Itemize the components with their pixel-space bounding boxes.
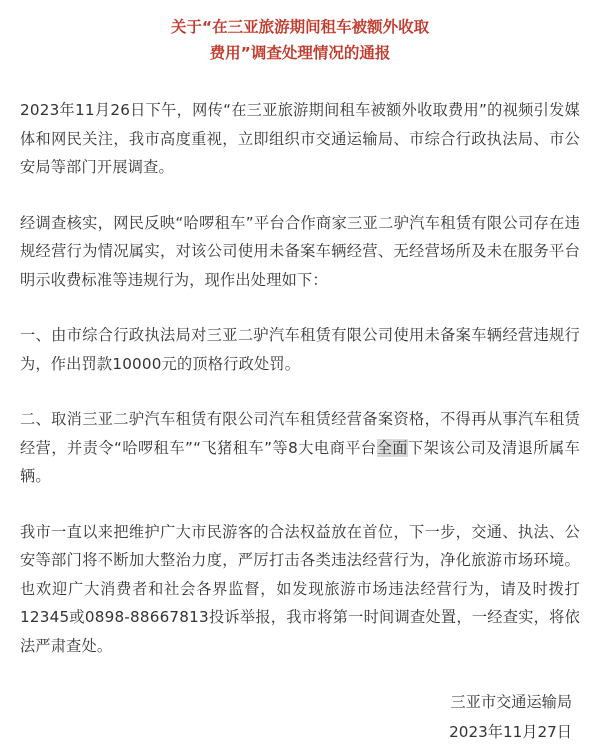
penalty-2-text-before: 二、取消三亚二驴汽车租赁有限公司汽车租赁经营备案资格，不得再从事汽车租赁经营，并责令“哈啰租车”“飞猪租车”等8大电商平台 — [20, 410, 580, 457]
title-line-2: 费用”调查处理情况的通报 — [209, 44, 391, 62]
paragraph-findings: 经调查核实，网民反映“哈啰租车”平台合作商家三亚二驴汽车租赁有限公司存在违规经营行为情况属实，对该公司使用未备案车辆经营、无经营场所及未在服务平台明示收费标准等违规行为，现作出处理如下： — [20, 213, 580, 289]
title-line-1: 关于“在三亚旅游期间租车被额外收取 — [170, 18, 430, 36]
penalty-2-text-after: 下架该公司及清退所属车辆。 — [20, 438, 580, 485]
paragraph-penalty-1: 一、由市综合行政执法局对三亚二驴汽车租赁有限公司使用未备案车辆经营违规行为，作出罚款10000元的顶格行政处罚。 — [20, 326, 580, 373]
highlighted-text: 全面 — [376, 438, 408, 457]
paragraph-incident: 2023年11月26日下午，网传“在三亚旅游期间租车被额外收取费用”的视频引发媒体和网民关注，我市高度重视，立即组织市交通运输局、市综合行政执法局、市公安局等部门开展调查。 — [20, 101, 580, 176]
notice-title — [20, 14, 580, 66]
issuing-organization: 三亚市交通运输局 — [450, 693, 572, 711]
paragraph-penalty-2 — [20, 405, 580, 491]
signature-block — [20, 687, 580, 747]
issue-date: 2023年11月27日 — [449, 723, 572, 741]
paragraph-commitment: 我市一直以来把维护广大市民游客的合法权益放在首位，下一步，交通、执法、公安等部门将不断加大整治力度，严厉打击各类违法经营行为，净化旅游市场环境。也欢迎广大消费者和社会各界监督，如发现旅游市场违法经营行为，请及时拨打12345或0898-88667813投诉举报，我市将第一时间调查处置，一经查实，将依法严肃查处。 — [20, 522, 580, 655]
